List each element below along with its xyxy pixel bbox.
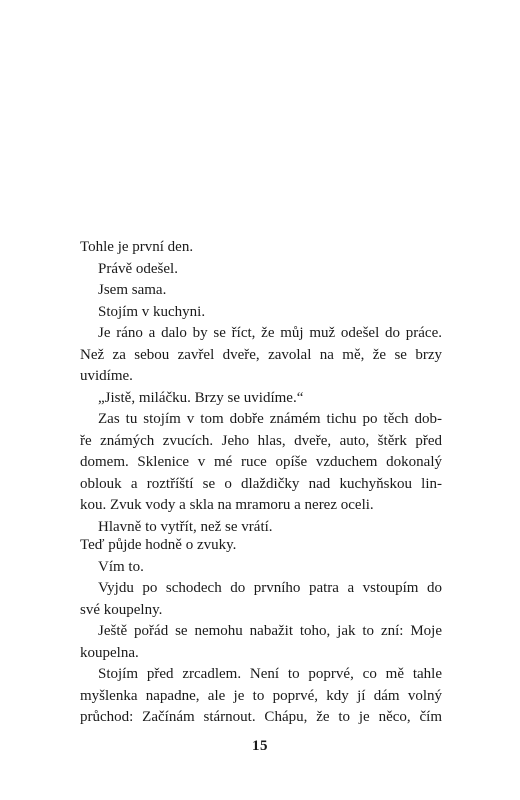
page-number: 15	[252, 738, 268, 754]
text-line: oblouk a roztříští se o dlaždičky nad kuchyňskou lin-	[80, 475, 442, 492]
text-line: Stojím v kuchyni.	[98, 303, 206, 320]
text-line: své koupelny.	[80, 601, 163, 618]
text-line: průchod: Začínám stárnout. Chápu, že to je něco, čím	[80, 709, 442, 725]
text-line: Právě odešel.	[98, 260, 178, 277]
text-section-1	[80, 237, 442, 538]
text-line: domem. Sklenice v mé ruce opíše vzduchem dokonalý	[80, 454, 442, 470]
text-line: Zas tu stojím v tom dobře známém tichu po těch dob-	[98, 411, 442, 427]
text-section-2	[80, 535, 442, 729]
text-line: Než za sebou zavřel dveře, zavolal na mě, že se brzy	[80, 346, 442, 363]
text-line: uvidíme.	[80, 368, 133, 384]
text-line: koupelna.	[80, 644, 139, 661]
text-line: kou. Zvuk vody a skla na mramoru a nerez oceli.	[80, 497, 374, 513]
text-line: Vím to.	[98, 558, 144, 575]
text-line: Tohle je první den.	[80, 239, 194, 255]
text-line: ře známých zvucích. Jeho hlas, dveře, auto, štěrk před	[80, 432, 442, 449]
text-line: Stojím před zrcadlem. Není to poprvé, co mě tahle	[98, 666, 442, 682]
text-line: Ještě pořád se nemohu nabažit toho, jak to zní: Moje	[98, 623, 442, 639]
text-line: „Jistě, miláčku. Brzy se uvidíme.“	[98, 389, 304, 406]
text-line: Vyjdu po schodech do prvního patra a vstoupím do	[98, 580, 442, 596]
text-line: Jsem sama.	[98, 282, 167, 298]
text-line: Teď půjde hodně o zvuky.	[80, 537, 237, 553]
text-line: Je ráno a dalo by se říct, že můj muž odešel do práce.	[98, 325, 442, 341]
text-line: Hlavně to vytřít, než se vrátí.	[98, 518, 273, 535]
text-line: myšlenka napadne, ale je to poprvé, kdy jí dám volný	[80, 687, 442, 704]
